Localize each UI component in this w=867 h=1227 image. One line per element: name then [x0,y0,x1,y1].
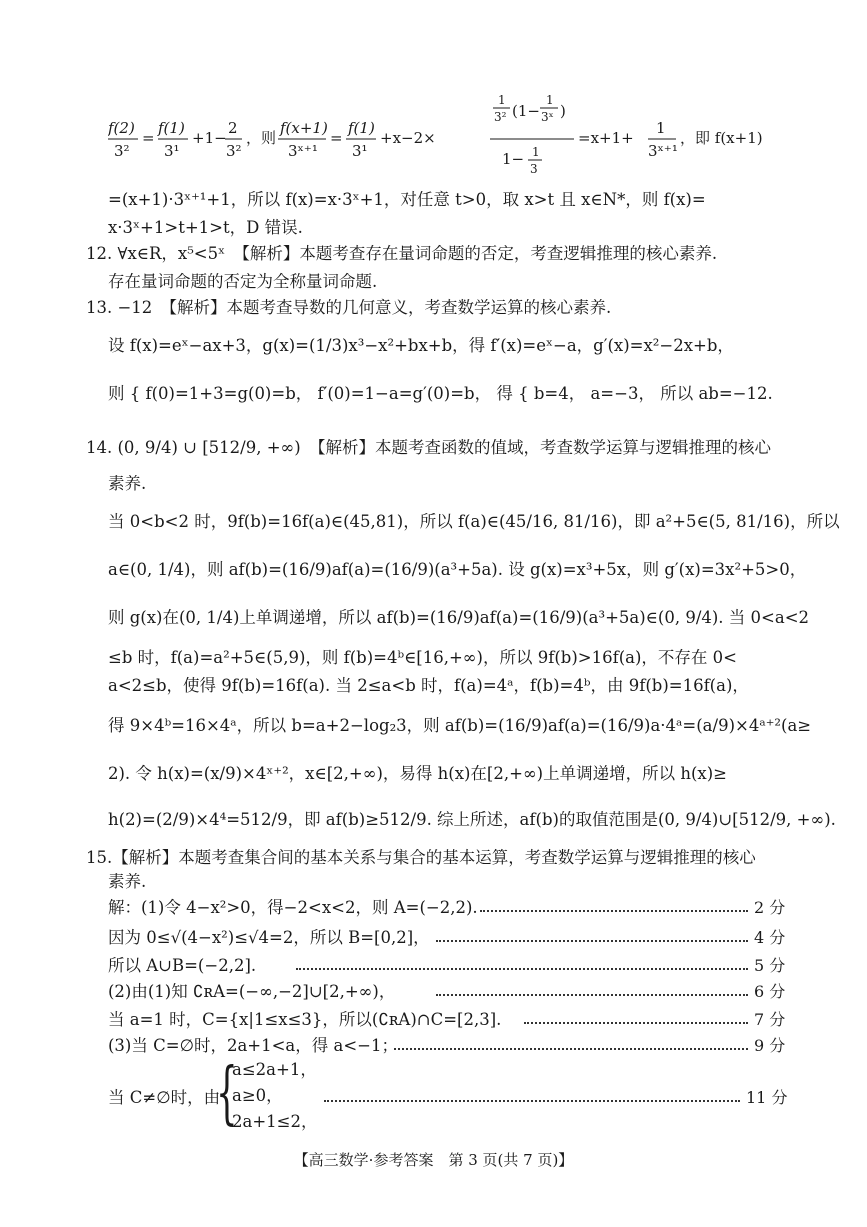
svg-text:3²: 3² [114,142,130,160]
solution-step-5: 当 a=1 时，C={x|1≤x≤3}，所以(∁ʀA)∩C=[2,3]. [108,1010,502,1029]
solution-step-1: 解：(1)令 4−x²>0，得−2<x<2，则 A=(−2,2). [108,898,478,917]
system-row-1: a≤2a+1， [232,1060,317,1079]
svg-text:+1−: +1− [192,129,227,147]
svg-text:): ) [560,102,566,120]
q14-line-5: a<2≤b，使得 9f(b)=16f(a). 当 2≤a<b 时，f(a)=4ᵃ，f(b)=4ᵇ，由 9f(b)=16f(a)， [108,676,749,695]
solution-step-7-prefix: 当 C≠∅时，由 [108,1088,221,1107]
svg-text:3¹: 3¹ [164,142,180,160]
system-row-2: a≥0， [232,1086,283,1105]
svg-text:f(x+1): f(x+1) [280,119,328,137]
svg-text:=: = [142,129,155,147]
page-footer: 【高三数学·参考答案 第 3 页(共 7 页)】 [293,1151,574,1169]
q14-line-6: 得 9×4ᵇ=16×4ᵃ，所以 b=a+2−log₂3，则 af(b)=(16/9)af(a)=(16/9)a·4ᵃ=(a/9)×4ᵃ⁺²(a≥ [108,716,812,735]
solution-step-6: (3)当 C=∅时，2a+1<a，得 a<−1； [108,1036,398,1055]
svg-text:，则: ，则 [246,129,277,147]
q14-line-1: 当 0<b<2 时，9f(b)=16f(a)∈(45,81)，所以 f(a)∈(45/16, 81/16)，即 a²+5∈(5, 81/16)，所以 [108,512,840,531]
dot-leader-4 [436,994,748,996]
solution-step-4: (2)由(1)知 ∁ʀA=(−∞,−2]∪[2,+∞)， [108,982,396,1001]
svg-text:3¹: 3¹ [352,142,368,160]
svg-text:1: 1 [498,93,506,107]
svg-text:f(2): f(2) [108,119,135,137]
svg-text:3: 3 [530,162,538,176]
svg-text:1−: 1− [502,150,525,168]
score-5: 7 分 [754,1010,786,1029]
svg-text:3ˣ⁺¹: 3ˣ⁺¹ [648,142,678,160]
score-3: 5 分 [754,956,786,975]
system-row-3: 2a+1≤2， [232,1112,318,1131]
q12-heading: 12. ∀x∈R，x⁵<5ˣ 【解析】本题考查存在量词命题的否定，考查逻辑推理的核心素养. [86,244,718,263]
system-brace: { [216,1054,238,1133]
svg-text:3ˣ⁺¹: 3ˣ⁺¹ [288,142,318,160]
formula-line-1 [108,93,788,178]
q14-line-7: 2). 令 h(x)=(x/9)×4ˣ⁺²，x∈[2,+∞)，易得 h(x)在[2,+∞)上单调递增，所以 h(x)≥ [108,764,727,783]
dot-leader-5 [524,1022,748,1024]
formula-fraction-svg [108,88,788,178]
score-1: 2 分 [754,898,786,917]
q14-heading: 14. (0, 9/4) ∪ [512/9, +∞) 【解析】本题考查函数的值域，考查数学运算与逻辑推理的核心 [86,438,771,457]
svg-text:3²: 3² [494,110,507,124]
dot-leader-7 [324,1100,740,1102]
svg-text:=x+1+: =x+1+ [578,129,634,147]
q14-line-2: a∈(0, 1/4)，则 af(b)=(16/9)af(a)=(16/9)(a³+5a). 设 g(x)=x³+5x，则 g′(x)=3x²+5>0， [108,560,807,579]
svg-text:1: 1 [546,93,554,107]
q13-line-2: 则 { f(0)=1+3=g(0)=b， f′(0)=1−a=g′(0)=b， 得 { b=4， a=−3， 所以 ab=−12. [108,384,773,403]
svg-text:1: 1 [532,145,540,159]
svg-text:=: = [330,129,343,147]
svg-text:f(1): f(1) [348,119,375,137]
score-6: 9 分 [754,1036,786,1055]
dot-leader-6 [394,1048,748,1050]
svg-text:，即 f(x+1): ，即 f(x+1) [680,129,763,147]
score-2: 4 分 [754,928,786,947]
q15-heading: 15.【解析】本题考查集合间的基本关系与集合的基本运算，考查数学运算与逻辑推理的核心 [86,848,756,867]
svg-text:+x−2×: +x−2× [380,129,436,147]
score-7: 11 分 [746,1088,788,1107]
q14-line-8: h(2)=(2/9)×4⁴=512/9，即 af(b)≥512/9. 综上所述，af(b)的取值范围是(0, 9/4)∪[512/9, +∞). [108,810,836,829]
svg-text:f(1): f(1) [158,119,185,137]
formula-line-3: x·3ˣ+1>t+1>t，D 错误. [108,218,303,237]
formula-line-2: =(x+1)·3ˣ⁺¹+1，所以 f(x)=x·3ˣ+1，对任意 t>0，取 x>t 且 x∈N*，则 f(x)= [108,190,706,209]
dot-leader-2 [436,940,748,942]
q15-heading-cont: 素养. [108,872,147,891]
svg-text:3ˣ: 3ˣ [541,110,554,124]
q14-line-3: 则 g(x)在(0, 1/4)上单调递增，所以 af(b)=(16/9)af(a)=(16/9)(a³+5a)∈(0, 9/4). 当 0<a<2 [108,608,810,627]
dot-leader-3 [296,968,748,970]
q14-heading-cont: 素养. [108,474,147,493]
score-4: 6 分 [754,982,786,1001]
svg-text:2: 2 [228,119,238,137]
q12-body: 存在量词命题的否定为全称量词命题. [108,272,378,291]
svg-text:(1−: (1− [512,102,540,120]
q14-line-4: ≤b 时，f(a)=a²+5∈(5,9)，则 f(b)=4ᵇ∈[16,+∞)，所以 9f(b)>16f(a)，不存在 0< [108,648,737,667]
q13-line-1: 设 f(x)=eˣ−ax+3，g(x)=(1/3)x³−x²+bx+b，得 f′(x)=eˣ−a，g′(x)=x²−2x+b， [108,336,734,355]
svg-text:1: 1 [656,119,666,137]
svg-text:3²: 3² [226,142,242,160]
solution-step-2: 因为 0≤√(4−x²)≤√4=2，所以 B=[0,2]， [108,928,430,947]
q13-heading: 13. −12 【解析】本题考查导数的几何意义，考查数学运算的核心素养. [86,298,612,317]
dot-leader-1 [480,910,748,912]
solution-step-3: 所以 A∪B=(−2,2]. [108,956,257,975]
